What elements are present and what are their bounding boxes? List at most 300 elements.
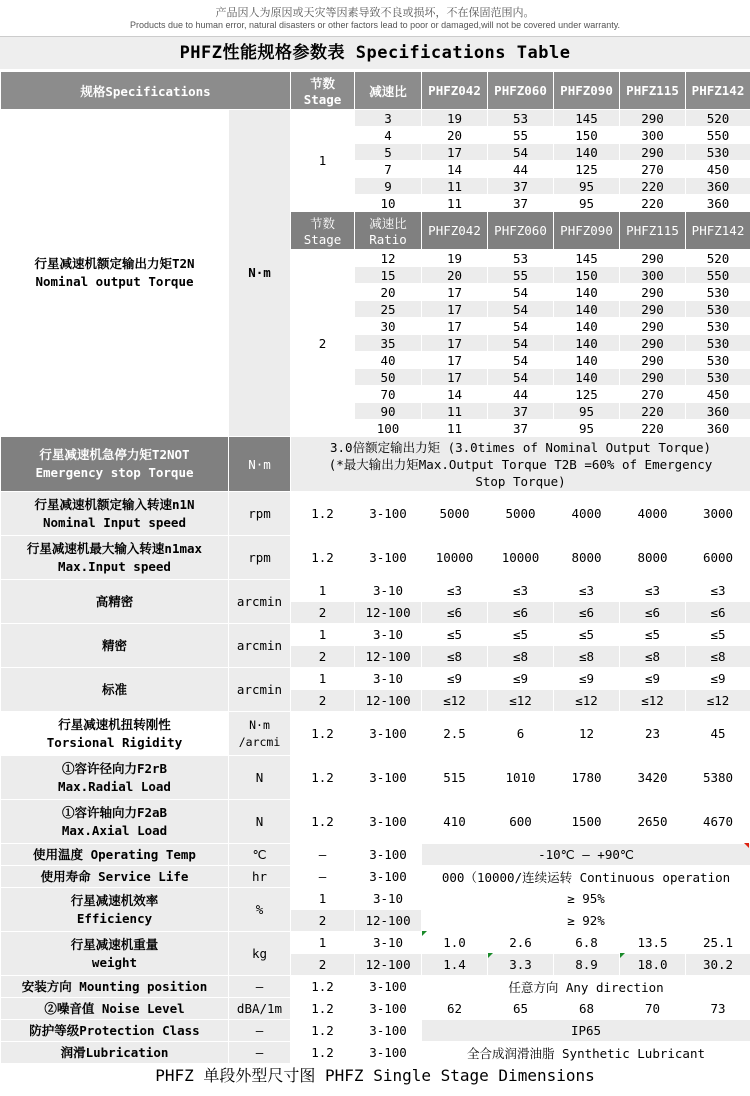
table-row	[1, 624, 750, 646]
ratio-cell: 9	[355, 178, 422, 195]
value-cell: 140	[554, 318, 620, 335]
torque-label	[1, 110, 229, 437]
ratio-cell: 3	[355, 110, 422, 127]
value-cell: 1.4	[422, 954, 488, 976]
value-cell: 54	[488, 352, 554, 369]
header-model: PHFZ115	[620, 72, 686, 110]
value-cell: 53	[488, 250, 554, 267]
unit-cell: N	[229, 800, 291, 844]
ratio-cell: 3-10	[355, 624, 422, 646]
max_speed-label	[1, 536, 229, 580]
backlash-label: 精密	[1, 624, 229, 668]
value-cell: 300	[620, 267, 686, 284]
value-cell: ≤8	[488, 646, 554, 668]
stage-cell: 2	[291, 250, 355, 437]
value-cell: 95	[554, 420, 620, 437]
value-cell: 290	[620, 318, 686, 335]
value-cell: 450	[686, 386, 750, 403]
cell-line: 节数	[310, 216, 336, 231]
stage-cell: 1.2	[291, 712, 355, 756]
efficiency-value: ≥ 95%	[422, 888, 750, 910]
value-cell: ≤5	[686, 624, 750, 646]
ratio-cell: 7	[355, 161, 422, 178]
value-cell: 140	[554, 369, 620, 386]
ratio-cell: 3-100	[355, 536, 422, 580]
value-cell: 520	[686, 110, 750, 127]
stage-cell: 1	[291, 624, 355, 646]
stage-cell: 1	[291, 580, 355, 602]
value-cell: 54	[488, 284, 554, 301]
value-cell: 530	[686, 301, 750, 318]
value-cell: 45	[686, 712, 750, 756]
ratio-cell: 4	[355, 127, 422, 144]
value-cell: 140	[554, 352, 620, 369]
value-cell: 2.6	[488, 932, 554, 954]
stage-cell: 1.2	[291, 1042, 355, 1064]
cell-line: ①容许轴向力F2aB	[61, 804, 168, 820]
cell-line: N·m	[249, 717, 270, 732]
ratio-cell: 35	[355, 335, 422, 352]
value-cell: 95	[554, 195, 620, 212]
value-cell: 65	[488, 998, 554, 1020]
value-cell: 37	[488, 178, 554, 195]
stage-cell: 1	[291, 932, 355, 954]
value-cell: 4000	[554, 492, 620, 536]
ratio-cell: 3-10	[355, 580, 422, 602]
unit-cell: –	[229, 1020, 291, 1042]
value-cell: 5380	[686, 756, 750, 800]
table-row	[1, 668, 750, 690]
unit-cell: kg	[229, 932, 291, 976]
notice-zh: 产品因人为原因或天灾等因素导致不良或损坏，不在保固范围内。	[215, 7, 535, 19]
value-cell: 14	[422, 161, 488, 178]
cell-line: Nominal output Torque	[35, 274, 194, 289]
value-cell: 290	[620, 110, 686, 127]
value-cell: ≤9	[554, 668, 620, 690]
value-cell: 5000	[488, 492, 554, 536]
ratio-cell: 12-100	[355, 910, 422, 932]
value-cell: 140	[554, 301, 620, 318]
value-cell: 95	[554, 178, 620, 195]
header-model: PHFZ042	[422, 72, 488, 110]
stage-cell: 1	[291, 888, 355, 910]
value-cell: 1780	[554, 756, 620, 800]
value-cell: ≤9	[686, 668, 750, 690]
value-cell: 19	[422, 110, 488, 127]
temp-value: -10℃ – +90℃	[422, 844, 750, 866]
value-cell: 4670	[686, 800, 750, 844]
value-cell: 140	[554, 335, 620, 352]
value-cell: 30.2	[686, 954, 750, 976]
unit-cell: –	[229, 976, 291, 998]
value-cell: 10000	[422, 536, 488, 580]
value-cell: 44	[488, 386, 554, 403]
header-model: PHFZ142	[686, 212, 750, 250]
temp-label: 使用温度 Operating Temp	[1, 844, 229, 866]
value-cell: 68	[554, 998, 620, 1020]
value-cell: 17	[422, 352, 488, 369]
stage-cell: 1	[291, 668, 355, 690]
value-cell: 17	[422, 284, 488, 301]
value-cell: 54	[488, 369, 554, 386]
ratio-cell: 70	[355, 386, 422, 403]
value-cell: 530	[686, 284, 750, 301]
cell-line: 行星减速机额定输入转速n1N	[34, 496, 195, 512]
value-cell: 290	[620, 369, 686, 386]
value-cell: ≤5	[422, 624, 488, 646]
ratio-cell: 30	[355, 318, 422, 335]
value-cell: 73	[686, 998, 750, 1020]
value-cell: 150	[554, 267, 620, 284]
header-model: PHFZ090	[554, 72, 620, 110]
value-cell: 11	[422, 420, 488, 437]
table-row	[1, 72, 750, 110]
value-cell: 3.3	[488, 954, 554, 976]
value-cell: 2.5	[422, 712, 488, 756]
value-cell: 290	[620, 335, 686, 352]
value-cell: ≤3	[422, 580, 488, 602]
value-cell: 290	[620, 352, 686, 369]
mounting-value: 任意方向 Any direction	[422, 976, 750, 998]
value-cell: 600	[488, 800, 554, 844]
value-cell: 55	[488, 267, 554, 284]
cell-line: Ratio	[369, 232, 407, 247]
value-cell: 140	[554, 284, 620, 301]
ratio-cell: 3-100	[355, 800, 422, 844]
cell-line: Torsional Rigidity	[46, 734, 183, 750]
value-cell: 8.9	[554, 954, 620, 976]
ratio-cell: 5	[355, 144, 422, 161]
value-cell: 360	[686, 178, 750, 195]
stage-cell: 1.2	[291, 998, 355, 1020]
value-cell: 550	[686, 127, 750, 144]
value-cell: ≤3	[488, 580, 554, 602]
value-cell: 150	[554, 127, 620, 144]
value-cell: 530	[686, 144, 750, 161]
ratio-cell: 3-100	[355, 998, 422, 1020]
value-cell: 270	[620, 161, 686, 178]
value-cell: 530	[686, 369, 750, 386]
ratio-cell: 3-100	[355, 1020, 422, 1042]
protection-label: 防护等级Protection Class	[1, 1020, 229, 1042]
value-cell: 125	[554, 161, 620, 178]
input_speed-label	[1, 492, 229, 536]
table-row	[1, 932, 750, 954]
unit-cell: rpm	[229, 492, 291, 536]
table-row	[1, 492, 750, 536]
unit-cell: arcmin	[229, 668, 291, 712]
rigidity-label	[1, 712, 229, 756]
value-cell: 520	[686, 250, 750, 267]
ratio-cell: 3-100	[355, 976, 422, 998]
value-cell: 37	[488, 420, 554, 437]
value-cell: 11	[422, 178, 488, 195]
cell-line: /arcmi	[238, 734, 281, 749]
unit-cell	[229, 712, 291, 756]
value-cell: 5000	[422, 492, 488, 536]
protection-value: IP65	[422, 1020, 750, 1042]
noise-label: ②噪音值 Noise Level	[1, 998, 229, 1020]
value-cell: 17	[422, 318, 488, 335]
value-cell: ≤9	[488, 668, 554, 690]
ratio-cell: 3-100	[355, 1042, 422, 1064]
value-cell: ≤3	[686, 580, 750, 602]
value-cell: 1500	[554, 800, 620, 844]
value-cell: 530	[686, 335, 750, 352]
unit-cell: N·m	[229, 437, 291, 492]
value-cell: 54	[488, 318, 554, 335]
emergency-text	[291, 437, 750, 492]
ratio-cell: 3-100	[355, 756, 422, 800]
value-cell: ≤3	[620, 580, 686, 602]
value-cell: ≤6	[554, 602, 620, 624]
value-cell: 360	[686, 420, 750, 437]
value-cell: 1010	[488, 756, 554, 800]
value-cell: 360	[686, 403, 750, 420]
corner-mark	[744, 843, 749, 848]
value-cell: 54	[488, 301, 554, 318]
header-model: PHFZ115	[620, 212, 686, 250]
value-cell: 17	[422, 144, 488, 161]
value-cell: 450	[686, 161, 750, 178]
value-cell: ≤6	[422, 602, 488, 624]
cell-line: Emergency stop Torque	[35, 465, 194, 480]
ratio-cell: 3-100	[355, 866, 422, 888]
footer-title: PHFZ 单段外型尺寸图 PHFZ Single Stage Dimensions	[0, 1064, 750, 1088]
cell-line: weight	[91, 954, 138, 970]
corner-mark	[488, 953, 493, 958]
value-cell: 6	[488, 712, 554, 756]
value-cell: 4000	[620, 492, 686, 536]
value-cell: 37	[488, 195, 554, 212]
stage-cell: 1.2	[291, 536, 355, 580]
value-cell: 95	[554, 403, 620, 420]
ratio-cell: 12-100	[355, 646, 422, 668]
stage-cell: 2	[291, 690, 355, 712]
cell-line: 行星减速机效率	[70, 892, 159, 908]
stage-cell: 2	[291, 910, 355, 932]
value-cell: 140	[554, 144, 620, 161]
unit-cell: –	[229, 1042, 291, 1064]
value-cell: ≤5	[620, 624, 686, 646]
ratio-cell: 100	[355, 420, 422, 437]
warranty-notice	[0, 0, 750, 36]
table-row	[1, 536, 750, 580]
value-cell: 13.5	[620, 932, 686, 954]
value-cell: 530	[686, 352, 750, 369]
value-cell: ≤8	[686, 646, 750, 668]
ratio-cell: 20	[355, 284, 422, 301]
mounting-label: 安装方向 Mounting position	[1, 976, 229, 998]
ratio-cell: 90	[355, 403, 422, 420]
value-cell: 70	[620, 998, 686, 1020]
ratio-cell: 15	[355, 267, 422, 284]
unit-cell: hr	[229, 866, 291, 888]
header-model: PHFZ042	[422, 212, 488, 250]
value-cell: 1.0	[422, 932, 488, 954]
value-cell: ≤6	[620, 602, 686, 624]
cell-line: 行星减速机重量	[70, 936, 159, 952]
value-cell: 17	[422, 301, 488, 318]
value-cell: 53	[488, 110, 554, 127]
header-stage	[291, 72, 355, 110]
ratio-cell: 12-100	[355, 954, 422, 976]
unit-cell: N	[229, 756, 291, 800]
torque-unit: N·m	[229, 110, 291, 437]
header-stage	[291, 212, 355, 250]
cell-line: Nominal Input speed	[43, 514, 186, 530]
value-cell: 62	[422, 998, 488, 1020]
value-cell: 145	[554, 110, 620, 127]
weight-label	[1, 932, 229, 976]
stage-cell: 2	[291, 646, 355, 668]
corner-mark	[422, 931, 427, 936]
value-cell: 8000	[554, 536, 620, 580]
value-cell: 6000	[686, 536, 750, 580]
value-cell: 37	[488, 403, 554, 420]
value-cell: 550	[686, 267, 750, 284]
stage-cell: 1.2	[291, 492, 355, 536]
header-model: PHFZ090	[554, 212, 620, 250]
cell-line: Efficiency	[76, 910, 153, 926]
unit-cell: arcmin	[229, 624, 291, 668]
value-cell: 2650	[620, 800, 686, 844]
unit-cell: rpm	[229, 536, 291, 580]
table-row	[1, 888, 750, 910]
cell-line: ①容许径向力F2rB	[61, 760, 168, 776]
value-cell: 3000	[686, 492, 750, 536]
value-cell: 290	[620, 250, 686, 267]
efficiency-label	[1, 888, 229, 932]
ratio-cell: 25	[355, 301, 422, 318]
emergency-label	[1, 437, 229, 492]
cell-line: Max.Axial Load	[61, 822, 168, 838]
value-cell: ≤5	[554, 624, 620, 646]
ratio-cell: 10	[355, 195, 422, 212]
value-cell: 410	[422, 800, 488, 844]
value-cell: 220	[620, 178, 686, 195]
header-model: PHFZ142	[686, 72, 750, 110]
cell-line: 行星减速机额定输出力矩T2N	[34, 256, 195, 271]
cell-line: 减速比	[369, 216, 407, 231]
value-cell: 19	[422, 250, 488, 267]
value-cell: 17	[422, 335, 488, 352]
value-cell: 8000	[620, 536, 686, 580]
ratio-cell: 40	[355, 352, 422, 369]
value-cell: 290	[620, 144, 686, 161]
value-cell: ≤12	[422, 690, 488, 712]
cell-line: Stage	[303, 92, 342, 107]
value-cell: 270	[620, 386, 686, 403]
stage-cell: 2	[291, 602, 355, 624]
cell-line: 行星减速机急停力矩T2NOT	[39, 447, 190, 462]
value-cell: 12	[554, 712, 620, 756]
value-cell: 220	[620, 195, 686, 212]
stage-cell: –	[291, 844, 355, 866]
table-row	[1, 712, 750, 756]
lubrication-label: 润滑Lubrication	[1, 1042, 229, 1064]
stage-cell: 1.2	[291, 756, 355, 800]
table-row	[1, 844, 750, 866]
value-cell: 220	[620, 403, 686, 420]
cell-line: 3.0倍额定输出力矩 (3.0times of Nominal Output Torque)	[330, 439, 712, 455]
stage-cell: 1.2	[291, 800, 355, 844]
ratio-cell: 3-10	[355, 888, 422, 910]
notice-en: Products due to human error, natural disasters or other factors lead to poor or damaged,will not be covered under warranty.	[129, 20, 621, 30]
table-row	[1, 1042, 750, 1064]
value-cell: 360	[686, 195, 750, 212]
value-cell: ≤12	[686, 690, 750, 712]
ratio-cell: 12-100	[355, 602, 422, 624]
value-cell: 44	[488, 161, 554, 178]
cell-line: 节数	[310, 76, 336, 91]
value-cell: ≤8	[422, 646, 488, 668]
unit-cell: %	[229, 888, 291, 932]
spec-table	[0, 71, 750, 1064]
table-row	[1, 1020, 750, 1042]
table-row	[1, 800, 750, 844]
corner-mark	[620, 953, 625, 958]
value-cell: 10000	[488, 536, 554, 580]
ratio-cell: 3-100	[355, 492, 422, 536]
cell-line: 行星减速机最大输入转速n1max	[26, 540, 203, 556]
value-cell: 290	[620, 301, 686, 318]
value-cell: ≤6	[488, 602, 554, 624]
cell-line: 行星减速机扭转刚性	[58, 716, 171, 732]
value-cell: ≤5	[488, 624, 554, 646]
value-cell: ≤12	[488, 690, 554, 712]
table-row	[1, 756, 750, 800]
ratio-cell: 12	[355, 250, 422, 267]
stage-cell: 1.2	[291, 1020, 355, 1042]
cell-line: (*最大输出力矩Max.Output Torque T2B =60% of Emergency	[328, 456, 713, 472]
cell-line: Max.Radial Load	[58, 778, 171, 794]
value-cell: 25.1	[686, 932, 750, 954]
backlash-label: 标准	[1, 668, 229, 712]
value-cell: ≤12	[554, 690, 620, 712]
value-cell: ≤9	[620, 668, 686, 690]
unit-cell: dBA/1m	[229, 998, 291, 1020]
table-row	[1, 866, 750, 888]
value-cell: 125	[554, 386, 620, 403]
page-title: PHFZ性能规格参数表 Specifications Table	[0, 36, 750, 71]
value-cell: ≤12	[620, 690, 686, 712]
header-ratio: 减速比	[355, 72, 422, 110]
table-row	[1, 976, 750, 998]
cell-line: Stop Torque)	[475, 473, 566, 489]
value-cell: 54	[488, 144, 554, 161]
value-cell: 6.8	[554, 932, 620, 954]
table-row	[1, 998, 750, 1020]
ratio-cell: 3-10	[355, 932, 422, 954]
value-cell: ≤6	[686, 602, 750, 624]
stage-cell: –	[291, 866, 355, 888]
value-cell: 17	[422, 369, 488, 386]
stage-cell: 1.2	[291, 976, 355, 998]
life-label: 使用寿命 Service Life	[1, 866, 229, 888]
header-ratio	[355, 212, 422, 250]
value-cell: 145	[554, 250, 620, 267]
header-spec: 规格Specifications	[1, 72, 291, 110]
cell-line: Max.Input speed	[58, 558, 171, 574]
lubrication-value: 全合成润滑油脂 Synthetic Lubricant	[422, 1042, 750, 1064]
value-cell: 55	[488, 127, 554, 144]
value-cell: ≤9	[422, 668, 488, 690]
value-cell: ≤3	[554, 580, 620, 602]
ratio-cell: 12-100	[355, 690, 422, 712]
value-cell: ≤8	[620, 646, 686, 668]
value-cell: ≤8	[554, 646, 620, 668]
